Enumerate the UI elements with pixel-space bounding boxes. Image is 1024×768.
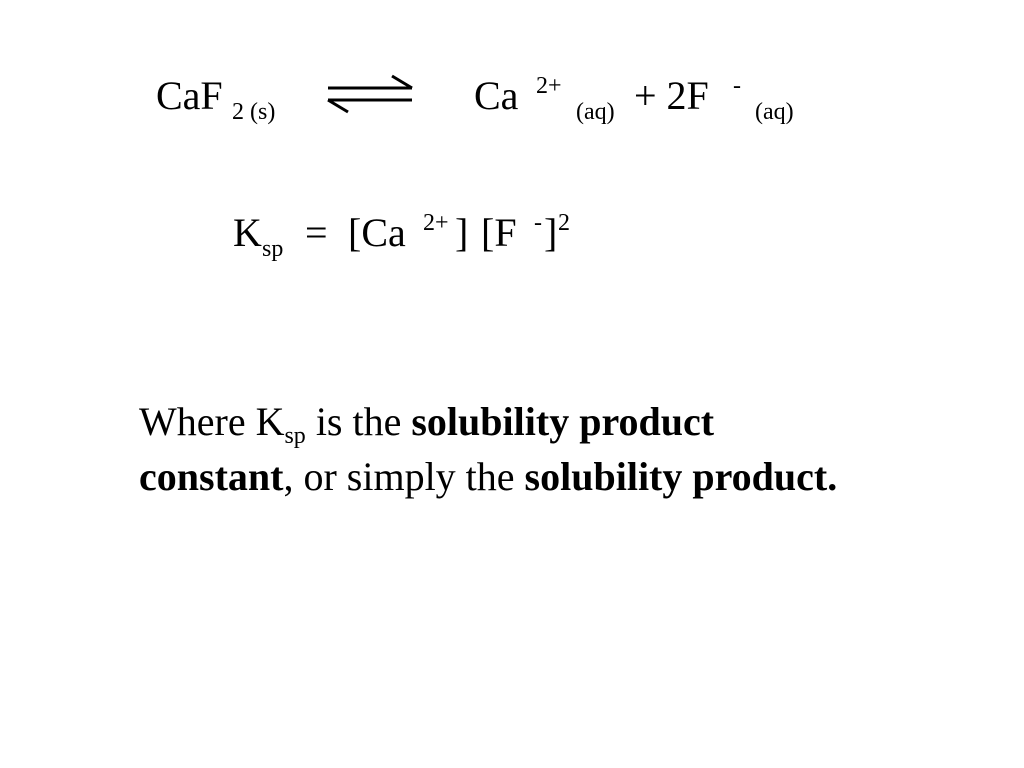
- product-2f: + 2F: [634, 73, 709, 118]
- ksp-f-charge: -: [534, 210, 542, 236]
- definition-or-simply: , or simply the: [283, 454, 525, 499]
- reactant-formula: CaF: [156, 73, 223, 118]
- product-ca-state: (aq): [576, 99, 615, 125]
- definition-term-solubility-product: solubility product: [411, 399, 715, 444]
- equilibrium-arrow-icon: [322, 74, 418, 114]
- ksp-k: K: [233, 210, 262, 255]
- definition-line-1: [139, 399, 715, 449]
- definition-line-2: [139, 454, 838, 499]
- product-f-charge: -: [733, 73, 741, 99]
- product-ca: Ca: [474, 73, 519, 118]
- ksp-f-close: ]: [544, 210, 558, 255]
- definition-is-the: is the: [305, 399, 412, 444]
- ksp-ca-close: ]: [455, 210, 469, 255]
- ksp-f-power: 2: [558, 210, 570, 236]
- ksp-k-subscript: sp: [262, 236, 284, 262]
- ksp-equals: =: [305, 210, 328, 255]
- ksp-f-open: [F: [481, 210, 517, 255]
- definition-where-k: Where K: [139, 399, 285, 444]
- product-f-state: (aq): [755, 99, 794, 125]
- product-ca-charge: 2+: [536, 73, 562, 99]
- ksp-ca-charge: 2+: [423, 210, 449, 236]
- definition-ksp-subscript: sp: [284, 423, 306, 449]
- ksp-ca-open: [Ca: [348, 210, 406, 255]
- definition-term-constant: constant: [139, 454, 284, 499]
- reactant-subscript: 2 (s): [232, 99, 276, 125]
- definition-term-solubility-product-short: solubility product.: [524, 454, 838, 499]
